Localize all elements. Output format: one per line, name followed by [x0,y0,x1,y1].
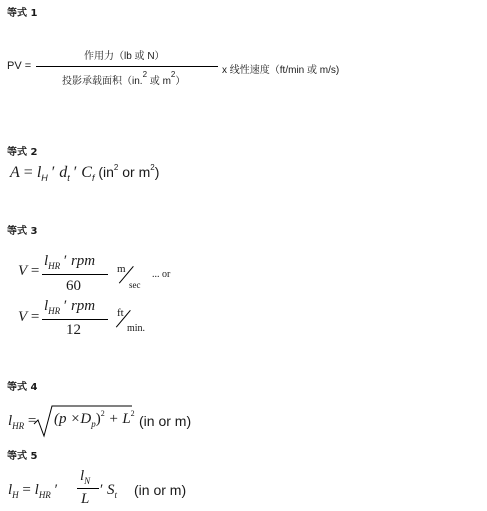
eq1-denominator [62,72,185,87]
eq5-S: S [107,482,115,498]
equation-5-heading: 等式 5 [7,451,38,462]
eq2-d-sub: t [67,173,70,183]
eq2-l: l [36,164,42,181]
eq2-C-sub: f [91,173,95,183]
eq1-den-mid: 或 m [147,76,171,87]
eq1-den-sup2: 2 [170,70,176,79]
eq4-L-pow: 2 [130,409,135,418]
eq5-frac-num [80,468,90,485]
eq3-line2-unit-num: ft [117,307,124,319]
eq5-l2-sub: HR [38,490,51,500]
eq3-line2-op: ′ [60,298,71,314]
eq3-line1-numerator [44,253,95,270]
eq2-A: A [10,164,20,181]
eq5-S-sub: t [114,490,118,500]
eq3-line1-unit-num: m [117,263,126,275]
eq4-unit: (in or m) [139,413,192,429]
equation-4-heading: 等式 4 [7,382,38,393]
eq3-line1-fraction-bar [42,274,108,275]
eq2-d: d [59,164,68,181]
eq2-eq: = [19,164,37,181]
eq4-lhs [8,413,36,430]
eq3-line2-V-var: V [18,309,28,325]
eq4-pow: 2 [100,409,105,418]
eq3-line2-l-sub: HR [48,306,61,316]
eq5-l: l [8,482,13,498]
eq3-line1-eq: = [27,263,40,279]
eq3-line1-l: l [44,253,49,269]
eq4-inner-sub: p [91,419,96,429]
eq3-line1-V-var: V [18,263,28,279]
eq1-numerator: 作用力（lb 或 N） [84,51,165,62]
eq5-fraction-bar [77,488,99,489]
eq3-line1-V [18,263,39,280]
eq5-unit: (in or m) [134,482,187,498]
eq4-l-sub: HR [12,421,25,431]
eq5-frac-num-l: l [80,468,85,484]
eq2-unit-close: or m [118,164,151,180]
eq1-tail: x 线性速度（ft/min 或 m/s) [222,65,340,76]
equation-2-heading: 等式 2 [7,147,38,158]
eq2-l-sub: H [41,173,48,183]
eq4-radicand [54,411,135,428]
eq5-frac-num-sub: N [84,476,91,486]
eq5-eq: = [18,482,35,498]
eq3-line2-l: l [44,298,49,314]
eq2-C: C [81,164,92,181]
equation-1-heading: 等式 1 [7,8,38,19]
eq3-line2-rpm: rpm [70,298,96,314]
eq1-den-after: ） [175,76,186,87]
eq4-l: l [8,413,13,429]
eq4-inner-open: (p ×D [54,411,92,427]
eq5-op2: ′ [100,482,108,498]
eq5-lhs [8,482,58,499]
eq5-rhs [100,482,117,499]
eq5-op1: ′ [50,482,58,498]
eq1-fraction-bar [36,66,218,67]
eq2-unit-sup2: 2 [150,163,155,172]
eq1-den-sup1: 2 [142,70,148,79]
equation-3-heading: 等式 3 [7,226,38,237]
eq2-formula [10,164,159,182]
eq5-l2: l [34,482,39,498]
eq1-den-text: 投影承载面积（in. [62,76,143,87]
eq4-plus: + L [104,411,131,427]
eq3-line2-unit-den: min. [127,323,146,334]
eq5-l-sub: H [12,490,19,500]
eq2-unit-sup: 2 [113,163,119,172]
eq3-line2-eq: = [27,309,40,325]
eq4-inner-close: ) [95,411,101,427]
eq3-line2-fraction-bar [42,319,108,320]
eq4-eq: = [24,413,37,429]
eq3-line1-l-sub: HR [48,261,61,271]
eq3-line1-op: ′ [60,253,71,269]
eq2-unit-end: ) [154,164,160,180]
eq2-unit-open: (in [94,164,114,180]
eq3-line2-V [18,309,39,326]
eq3-line1-tail: ... or [152,269,171,280]
eq2-op2: ′ [69,164,82,181]
eq3-line1-den: 60 [66,278,81,294]
eq2-op1: ′ [47,164,60,181]
eq3-line2-den: 12 [66,322,81,338]
eq3-line1-rpm: rpm [70,253,96,269]
eq3-line1-unit-den: sec [129,280,141,290]
eq5-frac-den: L [81,491,90,507]
eq1-lhs: PV = [7,60,32,72]
eq3-line2-numerator [44,298,95,315]
